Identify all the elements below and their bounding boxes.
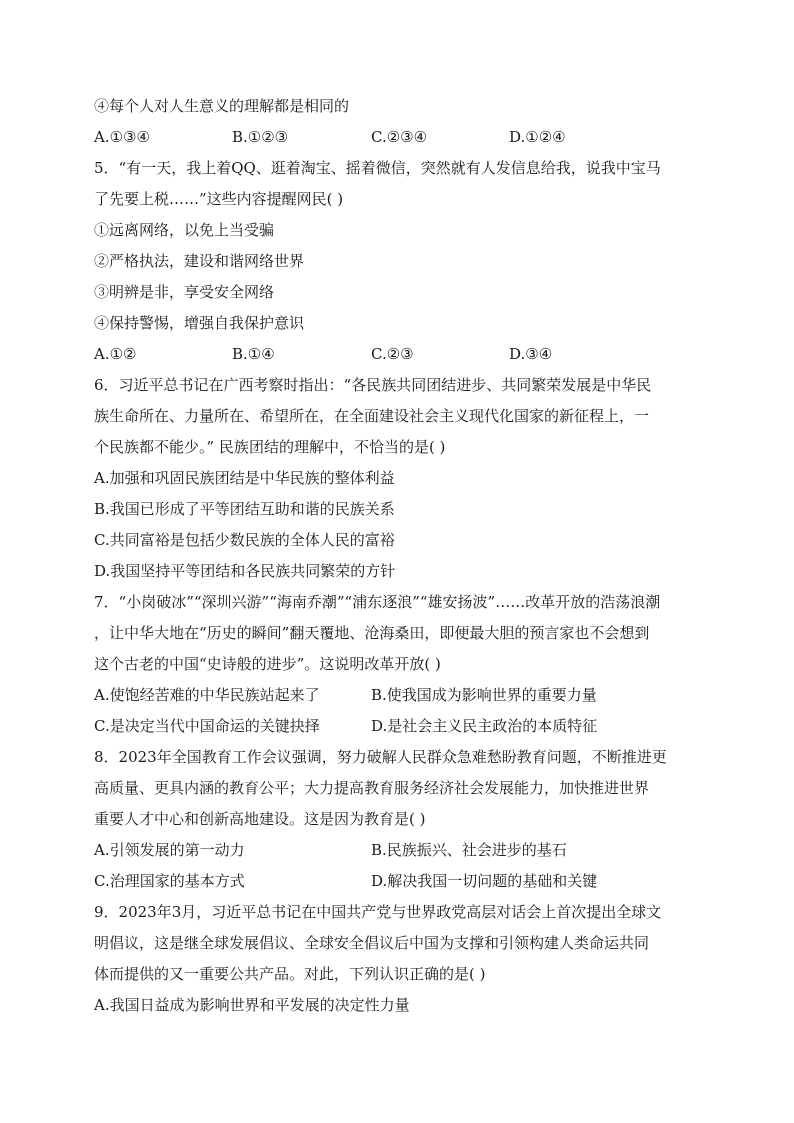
q8-option-a: A.引领发展的第一动力 xyxy=(94,841,245,859)
q9-stem-line-3: 体而提供的又一重要公共产品。对此，下列认识正确的是( ) xyxy=(94,965,486,983)
q8-options-row-1 xyxy=(94,840,714,860)
q4-option-a: A.①③④ xyxy=(94,128,150,146)
q8-stem-line-2: 高质量、更具内涵的教育公平；大力提高教育服务经济社会发展能力，加快推进世界 xyxy=(94,779,650,797)
q5-statement-4: ④保持警惕，增强自我保护意识 xyxy=(94,314,305,332)
q4-options xyxy=(94,127,714,147)
q5-stem-line-1: 5．“有一天，我上着QQ、逛着淘宝、摇着微信，突然就有人发信息给我，说我中宝马 xyxy=(94,159,661,177)
q8-option-c: C.治理国家的基本方式 xyxy=(94,872,245,890)
q9-stem-line-2: 明倡议，这是继全球发展倡议、全球安全倡议后中国为支撑和引领构建人类命运共同 xyxy=(94,934,650,952)
q4-option-c: C.②③④ xyxy=(371,128,428,146)
q5-statement-2: ②严格执法，建设和谐网络世界 xyxy=(94,252,305,270)
q8-option-b: B.民族振兴、社会进步的基石 xyxy=(371,841,567,859)
q4-option-d: D.①②④ xyxy=(509,128,566,146)
q4-statement-4: ④每个人对人生意义的理解都是相同的 xyxy=(94,97,350,115)
q5-option-a: A.①② xyxy=(94,345,137,363)
q7-stem-line-1: 7．“小岗破冰”“深圳兴游”“海南乔潮”“浦东逐浪”“雄安扬波”……改革开放的浩荡浪潮 xyxy=(94,593,661,611)
q6-option-b: B.我国已形成了平等团结互助和谐的民族关系 xyxy=(94,500,395,518)
q5-options xyxy=(94,344,714,364)
q5-option-b: B.①④ xyxy=(232,345,275,363)
q7-option-a: A.使饱经苦难的中华民族站起来了 xyxy=(94,686,320,704)
q5-option-d: D.③④ xyxy=(509,345,553,363)
q8-options-row-2 xyxy=(94,871,714,891)
q7-stem-line-2: ，让中华大地在“历史的瞬间”翻天覆地、沧海桑田，即便最大胆的预言家也不会想到 xyxy=(94,624,650,642)
q6-option-d: D.我国坚持平等团结和各民族共同繁荣的方针 xyxy=(94,562,396,580)
q6-stem-line-3: 个民族都不能少。” 民族团结的理解中，不恰当的是( ) xyxy=(94,438,446,456)
q6-option-c: C.共同富裕是包括少数民族的全体人民的富裕 xyxy=(94,531,395,549)
q8-stem-line-1: 8．2023年全国教育工作会议强调，努力破解人民群众急难愁盼教育问题，不断推进更 xyxy=(94,748,667,766)
q5-option-c: C.②③ xyxy=(371,345,414,363)
q6-option-a: A.加强和巩固民族团结是中华民族的整体利益 xyxy=(94,469,395,487)
q6-stem-line-1: 6．习近平总书记在广西考察时指出：“各民族共同团结进步、共同繁荣发展是中华民 xyxy=(94,376,652,394)
q7-option-c: C.是决定当代中国命运的关键抉择 xyxy=(94,717,320,735)
q5-statement-3: ③明辨是非，享受安全网络 xyxy=(94,283,275,301)
q7-stem-line-3: 这个古老的中国“史诗般的进步”。这说明改革开放( ) xyxy=(94,655,441,673)
q9-stem-line-1: 9．2023年3月，习近平总书记在中国共产党与世界政党高层对话会上首次提出全球文 xyxy=(94,903,662,921)
q5-stem-line-2: 了先要上税……”这些内容提醒网民( ) xyxy=(94,190,344,208)
q9-option-a: A.我国日益成为影响世界和平发展的决定性力量 xyxy=(94,996,410,1014)
q8-option-d: D.解决我国一切问题的基础和关键 xyxy=(371,872,598,890)
q7-options-row-2 xyxy=(94,716,714,736)
q7-option-b: B.使我国成为影响世界的重要力量 xyxy=(371,686,597,704)
q8-stem-line-3: 重要人才中心和创新高地建设。这是因为教育是( ) xyxy=(94,810,426,828)
q6-stem-line-2: 族生命所在、力量所在、希望所在，在全面建设社会主义现代化国家的新征程上，一 xyxy=(94,407,650,425)
q7-option-d: D.是社会主义民主政治的本质特征 xyxy=(371,717,598,735)
q7-options-row-1 xyxy=(94,685,714,705)
q4-option-b: B.①②③ xyxy=(232,128,289,146)
q5-statement-1: ①远离网络，以免上当受骗 xyxy=(94,221,275,239)
